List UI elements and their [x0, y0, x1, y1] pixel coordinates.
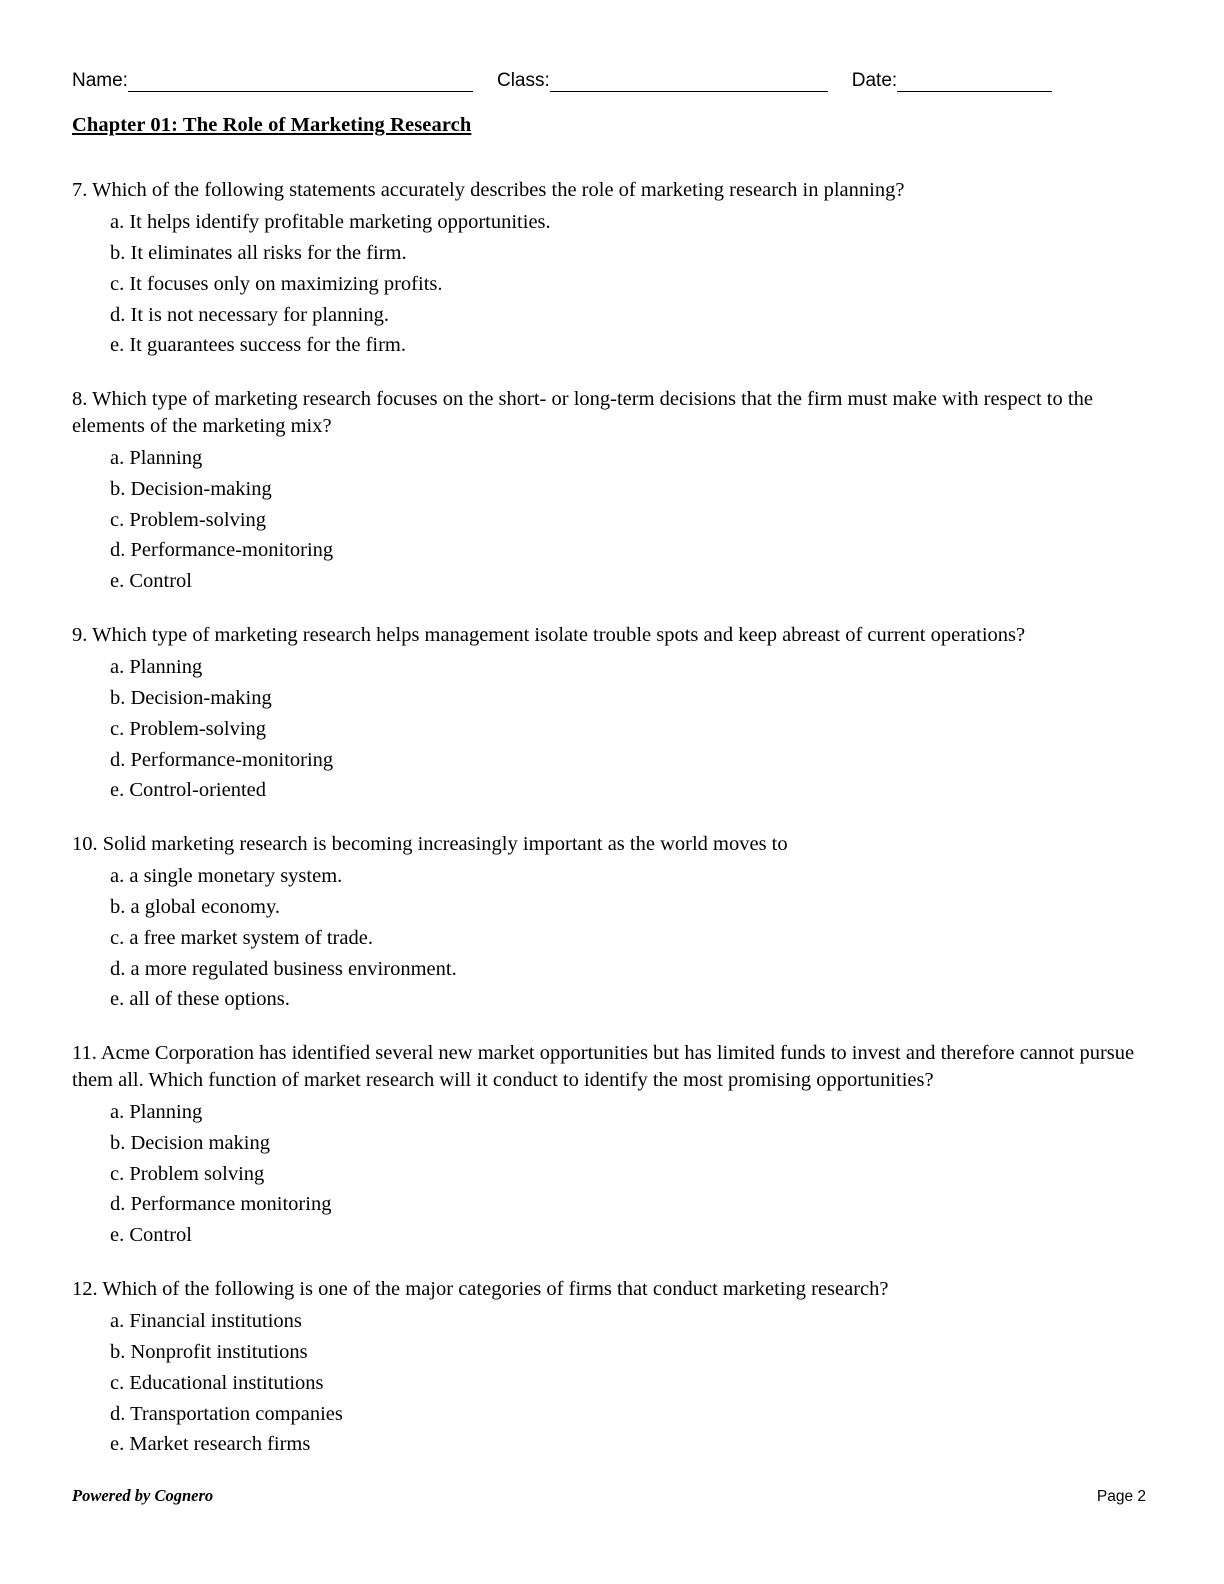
choice-list — [72, 861, 1146, 1015]
page-number: Page 2 — [1096, 1488, 1146, 1505]
choice-item[interactable]: e. all of these options. — [110, 988, 290, 1011]
choice-item[interactable]: a. Planning — [110, 1101, 203, 1124]
choice-list — [72, 207, 1146, 361]
question-stem: 7. Which of the following statements accurately describes the role of marketing research in planning? — [72, 179, 905, 201]
choice-item[interactable]: d. Performance monitoring — [110, 1193, 332, 1216]
choice-item[interactable]: b. Decision-making — [110, 687, 272, 709]
choice-item[interactable]: c. a free market system of trade. — [110, 926, 373, 949]
choice-item[interactable]: e. Market research firms — [110, 1433, 311, 1456]
question-block — [72, 386, 1146, 597]
choice-item[interactable]: d. a more regulated business environment. — [110, 957, 457, 980]
choice-item[interactable]: b. a global economy. — [110, 896, 281, 919]
choice-item[interactable]: b. Nonprofit institutions — [110, 1341, 308, 1363]
class-input-line[interactable] — [550, 71, 828, 92]
date-input-line[interactable] — [897, 71, 1052, 92]
choice-list — [72, 1097, 1146, 1251]
student-info-header — [72, 62, 1146, 92]
choice-item[interactable]: a. It helps identify profitable marketing opportunities. — [110, 211, 551, 234]
choice-item[interactable]: d. It is not necessary for planning. — [110, 303, 389, 326]
question-block — [72, 622, 1146, 806]
choice-list — [72, 1306, 1146, 1460]
choice-item[interactable]: d. Transportation companies — [110, 1402, 343, 1425]
choice-item[interactable]: b. It eliminates all risks for the firm. — [110, 242, 407, 265]
choice-item[interactable]: c. Problem solving — [110, 1162, 265, 1185]
date-label: Date: — [851, 70, 898, 91]
question-stem: 10. Solid marketing research is becoming increasingly important as the world moves to — [72, 833, 788, 855]
choice-item[interactable]: e. Control — [110, 570, 192, 593]
choice-item[interactable]: d. Performance-monitoring — [110, 539, 334, 562]
choice-item[interactable]: b. Decision making — [110, 1131, 270, 1154]
choice-item[interactable]: e. It guarantees success for the firm. — [110, 334, 406, 357]
choice-item[interactable]: a. Planning — [110, 447, 203, 470]
choice-item[interactable]: d. Performance-monitoring — [110, 748, 334, 771]
choice-item[interactable]: e. Control-oriented — [110, 779, 266, 802]
choice-item[interactable]: c. Problem-solving — [110, 508, 267, 531]
choice-item[interactable]: b. Decision-making — [110, 477, 272, 500]
choice-list — [72, 652, 1146, 806]
choice-item[interactable]: a. a single monetary system. — [110, 865, 343, 888]
question-stem: 11. Acme Corporation has identified several new market opportunities but has limited funds to invest and therefore cannot pursue them all. Which function of market research will it conduct to identify the most promising opportunities? — [72, 1042, 1135, 1091]
class-label: Class: — [496, 70, 550, 91]
choice-item[interactable]: e. Control — [110, 1224, 192, 1247]
name-input-line[interactable] — [128, 71, 473, 92]
page-footer — [72, 1486, 1146, 1506]
choice-item[interactable]: c. Problem-solving — [110, 717, 267, 740]
chapter-title: Chapter 01: The Role of Marketing Research — [72, 114, 472, 136]
question-block — [72, 1040, 1146, 1251]
choice-item[interactable]: a. Financial institutions — [110, 1310, 302, 1333]
choice-item[interactable]: c. It focuses only on maximizing profits. — [110, 272, 443, 295]
powered-by-label: Powered by Cognero — [72, 1486, 214, 1505]
question-block — [72, 831, 1146, 1015]
choice-list — [72, 443, 1146, 597]
question-block — [72, 1276, 1146, 1460]
question-block — [72, 177, 1146, 361]
choice-item[interactable]: c. Educational institutions — [110, 1371, 324, 1394]
name-label: Name: — [72, 70, 128, 91]
question-stem: 9. Which type of marketing research helps management isolate trouble spots and keep abreast of current operations? — [72, 623, 1026, 646]
question-stem: 8. Which type of marketing research focuses on the short- or long-term decisions that the firm must make with respect to the elements of the marketing mix? — [72, 388, 1093, 437]
choice-item[interactable]: a. Planning — [110, 656, 203, 679]
question-stem: 12. Which of the following is one of the major categories of firms that conduct marketing research? — [72, 1277, 889, 1300]
